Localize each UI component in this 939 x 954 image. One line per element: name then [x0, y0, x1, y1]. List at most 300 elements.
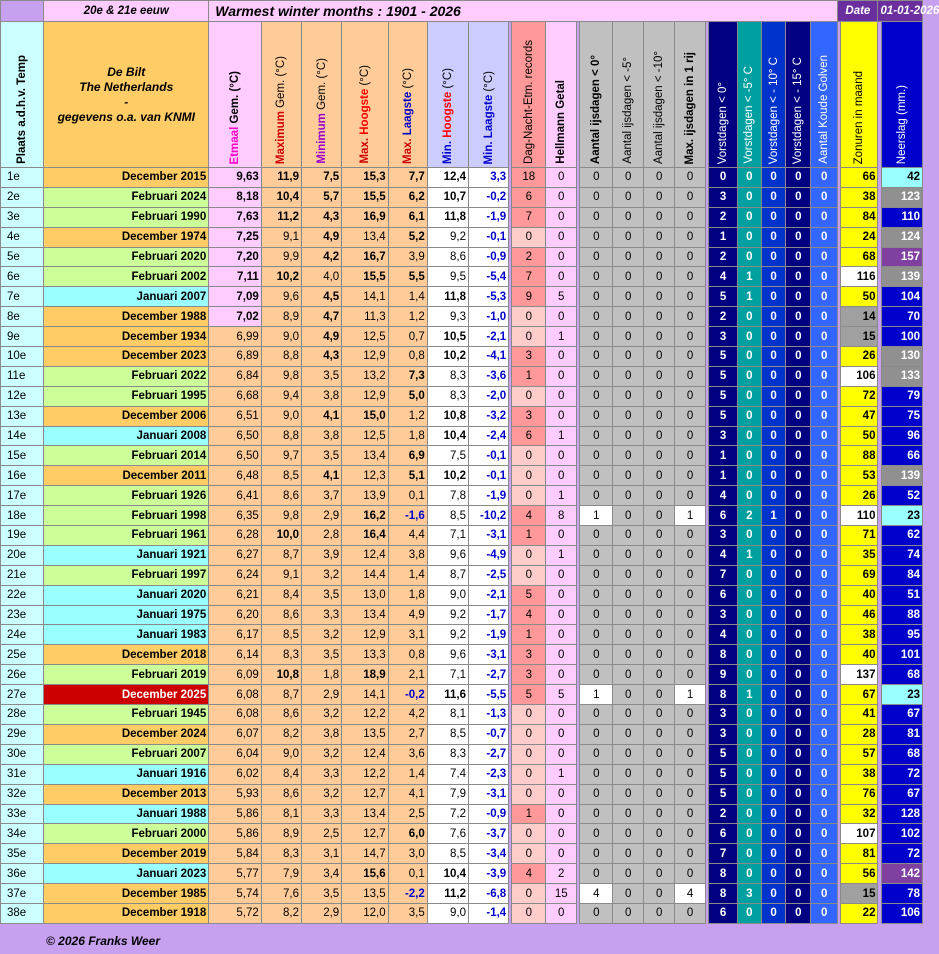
- cell-max-hoogste: 15,5: [342, 267, 388, 287]
- cell-zon: 24: [841, 227, 878, 247]
- cell-neerslag: 52: [881, 486, 922, 506]
- cell-neerslag: 51: [881, 585, 922, 605]
- cell-vorst10: 0: [761, 287, 786, 307]
- cell-vorst15: 0: [786, 744, 811, 764]
- cell-rank: 2e: [1, 187, 44, 207]
- cell-max-hoogste: 14,4: [342, 565, 388, 585]
- cell-vorst0: 2: [709, 804, 738, 824]
- cell-etmaal: 6,02: [209, 764, 262, 784]
- cell-koude: 0: [811, 406, 838, 426]
- cell-vorst15: 0: [786, 307, 811, 327]
- cell-min-laagste: -0,1: [469, 466, 509, 486]
- cell-month: Januari 2008: [44, 426, 209, 446]
- cell-hellmann: 0: [546, 526, 577, 546]
- cell-ijsrij: 0: [675, 327, 706, 347]
- cell-vorst0: 3: [709, 705, 738, 725]
- cell-vorst15: 0: [786, 884, 811, 904]
- cell-zon: 28: [841, 724, 878, 744]
- cell-hellmann: 0: [546, 168, 577, 188]
- cell-max-hoogste: 16,2: [342, 506, 388, 526]
- cell-etmaal: 6,08: [209, 685, 262, 705]
- cell-max-gem: 8,6: [261, 605, 301, 625]
- cell-zon: 56: [841, 864, 878, 884]
- cell-koude: 0: [811, 645, 838, 665]
- cell-vorst10: 0: [761, 724, 786, 744]
- cell-ijs0: 0: [580, 287, 613, 307]
- cell-max-laagste: 0,1: [388, 864, 427, 884]
- cell-vorst5: 0: [737, 386, 761, 406]
- cell-ijs5: 0: [613, 565, 644, 585]
- cell-ijsrij: 1: [675, 506, 706, 526]
- cell-ijsrij: 0: [675, 406, 706, 426]
- cell-month: Februari 2024: [44, 187, 209, 207]
- cell-ijs0: 1: [580, 685, 613, 705]
- cell-vorst10: 0: [761, 366, 786, 386]
- cell-vorst0: 5: [709, 287, 738, 307]
- cell-min-gem: 3,7: [302, 486, 342, 506]
- maximum-header: Maximum Gem. (°C): [261, 22, 301, 168]
- cell-neerslag: 68: [881, 665, 922, 685]
- cell-min-gem: 3,8: [302, 426, 342, 446]
- cell-records: 0: [512, 486, 546, 506]
- cell-ijs0: 0: [580, 406, 613, 426]
- cell-month: Februari 1995: [44, 386, 209, 406]
- cell-hellmann: 1: [546, 545, 577, 565]
- cell-month: December 1934: [44, 327, 209, 347]
- cell-max-laagste: 6,0: [388, 824, 427, 844]
- cell-ijs5: 0: [613, 685, 644, 705]
- cell-ijsrij: 0: [675, 665, 706, 685]
- cell-min-laagste: -3,1: [469, 645, 509, 665]
- cell-koude: 0: [811, 327, 838, 347]
- cell-max-hoogste: 16,4: [342, 526, 388, 546]
- cell-ijs10: 0: [644, 884, 675, 904]
- cell-max-hoogste: 15,6: [342, 864, 388, 884]
- cell-vorst0: 6: [709, 903, 738, 923]
- cell-max-gem: 8,8: [261, 426, 301, 446]
- table-row: [1, 764, 923, 784]
- cell-records: 4: [512, 605, 546, 625]
- cell-koude: 0: [811, 446, 838, 466]
- cell-vorst0: 5: [709, 406, 738, 426]
- cell-ijs0: 0: [580, 645, 613, 665]
- cell-max-hoogste: 13,5: [342, 884, 388, 904]
- cell-etmaal: 6,21: [209, 585, 262, 605]
- cell-etmaal: 5,84: [209, 844, 262, 864]
- cell-ijs0: 0: [580, 705, 613, 725]
- cell-hellmann: 0: [546, 645, 577, 665]
- cell-vorst10: 0: [761, 705, 786, 725]
- cell-zon: 106: [841, 366, 878, 386]
- cell-zon: 88: [841, 446, 878, 466]
- cell-min-gem: 2,9: [302, 903, 342, 923]
- cell-max-laagste: 1,4: [388, 565, 427, 585]
- cell-ijs10: 0: [644, 645, 675, 665]
- cell-min-laagste: -1,3: [469, 705, 509, 725]
- cell-ijs10: 0: [644, 446, 675, 466]
- cell-neerslag: 23: [881, 506, 922, 526]
- cell-vorst0: 4: [709, 625, 738, 645]
- cell-max-gem: 10,4: [261, 187, 301, 207]
- cell-ijs5: 0: [613, 884, 644, 904]
- cell-max-gem: 8,3: [261, 645, 301, 665]
- cell-vorst5: 0: [737, 764, 761, 784]
- zon-header: Zonuren in maand: [841, 22, 878, 168]
- cell-min-hoogste: 8,6: [427, 247, 468, 267]
- cell-rank: 38e: [1, 903, 44, 923]
- cell-vorst15: 0: [786, 665, 811, 685]
- cell-hellmann: 1: [546, 426, 577, 446]
- cell-hellmann: 5: [546, 287, 577, 307]
- cell-rank: 23e: [1, 605, 44, 625]
- cell-month: Januari 1916: [44, 764, 209, 784]
- cell-records: 3: [512, 406, 546, 426]
- cell-vorst5: 2: [737, 506, 761, 526]
- cell-ijsrij: 0: [675, 585, 706, 605]
- cell-vorst15: 0: [786, 247, 811, 267]
- cell-ijs5: 0: [613, 366, 644, 386]
- cell-max-hoogste: 12,9: [342, 625, 388, 645]
- cell-vorst5: 0: [737, 366, 761, 386]
- cell-vorst15: 0: [786, 207, 811, 227]
- cell-min-laagste: -1,0: [469, 307, 509, 327]
- cell-hellmann: 0: [546, 406, 577, 426]
- cell-vorst15: 0: [786, 864, 811, 884]
- cell-zon: 69: [841, 565, 878, 585]
- date-value: 01-01-2026: [878, 1, 923, 22]
- cell-ijs10: 0: [644, 824, 675, 844]
- cell-rank: 34e: [1, 824, 44, 844]
- cell-ijs0: 0: [580, 366, 613, 386]
- cell-hellmann: 0: [546, 347, 577, 367]
- cell-max-gem: 9,0: [261, 744, 301, 764]
- cell-month: December 1988: [44, 307, 209, 327]
- cell-records: 0: [512, 545, 546, 565]
- cell-ijs0: 0: [580, 665, 613, 685]
- cell-ijsrij: 4: [675, 884, 706, 904]
- cell-hellmann: 0: [546, 705, 577, 725]
- cell-max-gem: 8,6: [261, 784, 301, 804]
- cell-vorst10: 0: [761, 585, 786, 605]
- cell-min-hoogste: 9,0: [427, 585, 468, 605]
- cell-min-hoogste: 9,6: [427, 645, 468, 665]
- cell-ijsrij: 0: [675, 168, 706, 188]
- cell-vorst15: 0: [786, 366, 811, 386]
- cell-month: Januari 1975: [44, 605, 209, 625]
- cell-vorst10: 0: [761, 247, 786, 267]
- cell-neerslag: 96: [881, 426, 922, 446]
- cell-vorst10: 0: [761, 545, 786, 565]
- cell-ijs0: 0: [580, 844, 613, 864]
- cell-min-gem: 3,3: [302, 605, 342, 625]
- cell-ijs10: 0: [644, 585, 675, 605]
- cell-vorst0: 2: [709, 307, 738, 327]
- cell-vorst10: 1: [761, 506, 786, 526]
- cell-ijs10: 0: [644, 764, 675, 784]
- cell-max-gem: 8,2: [261, 724, 301, 744]
- cell-hellmann: 0: [546, 207, 577, 227]
- cell-vorst10: 0: [761, 565, 786, 585]
- cell-vorst5: 0: [737, 466, 761, 486]
- cell-min-hoogste: 9,2: [427, 227, 468, 247]
- cell-max-gem: 8,7: [261, 545, 301, 565]
- cell-neerslag: 23: [881, 685, 922, 705]
- cell-ijs10: 0: [644, 665, 675, 685]
- cell-vorst10: 0: [761, 744, 786, 764]
- cell-ijsrij: 0: [675, 705, 706, 725]
- cell-ijs10: 0: [644, 347, 675, 367]
- cell-vorst15: 0: [786, 705, 811, 725]
- cell-month: Februari 2019: [44, 665, 209, 685]
- cell-ijsrij: 1: [675, 685, 706, 705]
- place-info: De Bilt The Netherlands - gegevens o.a. van KNMI: [44, 22, 209, 168]
- cell-ijs5: 0: [613, 168, 644, 188]
- vorst10-header: Vorstdagen < - 10° C: [761, 22, 786, 168]
- cell-max-hoogste: 13,9: [342, 486, 388, 506]
- cell-ijs10: 0: [644, 705, 675, 725]
- cell-max-laagste: 1,8: [388, 585, 427, 605]
- cell-neerslag: 110: [881, 207, 922, 227]
- cell-month: December 2023: [44, 347, 209, 367]
- cell-vorst5: 0: [737, 605, 761, 625]
- cell-neerslag: 79: [881, 386, 922, 406]
- cell-ijs10: 0: [644, 307, 675, 327]
- cell-max-laagste: 2,5: [388, 804, 427, 824]
- table-row: [1, 744, 923, 764]
- cell-min-gem: 3,2: [302, 705, 342, 725]
- cell-ijs0: 0: [580, 187, 613, 207]
- date-label: Date: [838, 1, 878, 22]
- cell-ijs10: 0: [644, 267, 675, 287]
- cell-vorst15: 0: [786, 784, 811, 804]
- cell-min-laagste: -0,9: [469, 247, 509, 267]
- cell-ijsrij: 0: [675, 207, 706, 227]
- cell-zon: 32: [841, 804, 878, 824]
- cell-month: Februari 1961: [44, 526, 209, 546]
- cell-ijs0: 0: [580, 864, 613, 884]
- cell-ijsrij: 0: [675, 625, 706, 645]
- cell-ijs5: 0: [613, 625, 644, 645]
- cell-rank: 5e: [1, 247, 44, 267]
- cell-koude: 0: [811, 506, 838, 526]
- cell-ijs10: 0: [644, 864, 675, 884]
- cell-min-hoogste: 7,1: [427, 526, 468, 546]
- cell-hellmann: 8: [546, 506, 577, 526]
- cell-max-gem: 8,5: [261, 625, 301, 645]
- cell-hellmann: 0: [546, 724, 577, 744]
- cell-ijs5: 0: [613, 466, 644, 486]
- cell-min-hoogste: 7,4: [427, 764, 468, 784]
- cell-vorst0: 3: [709, 426, 738, 446]
- cell-hellmann: 0: [546, 903, 577, 923]
- cell-min-laagste: -3,1: [469, 784, 509, 804]
- cell-vorst10: 0: [761, 426, 786, 446]
- cell-neerslag: 67: [881, 784, 922, 804]
- cell-max-gem: 7,9: [261, 864, 301, 884]
- cell-koude: 0: [811, 824, 838, 844]
- cell-hellmann: 0: [546, 585, 577, 605]
- cell-ijs0: 0: [580, 744, 613, 764]
- cell-max-laagste: 3,9: [388, 247, 427, 267]
- cell-max-laagste: 2,1: [388, 665, 427, 685]
- cell-records: 7: [512, 207, 546, 227]
- cell-vorst0: 9: [709, 665, 738, 685]
- cell-min-laagste: -5,4: [469, 267, 509, 287]
- cell-month: December 2015: [44, 168, 209, 188]
- cell-month: December 1918: [44, 903, 209, 923]
- cell-koude: 0: [811, 287, 838, 307]
- vorst5-header: Vorstdagen < -5° C: [737, 22, 761, 168]
- cell-ijsrij: 0: [675, 645, 706, 665]
- cell-max-laagste: 6,2: [388, 187, 427, 207]
- cell-max-laagste: 0,8: [388, 645, 427, 665]
- cell-koude: 0: [811, 486, 838, 506]
- cell-ijsrij: 0: [675, 784, 706, 804]
- table-row: [1, 903, 923, 923]
- cell-vorst10: 0: [761, 804, 786, 824]
- cell-vorst10: 0: [761, 665, 786, 685]
- cell-zon: 15: [841, 884, 878, 904]
- cell-max-laagste: 0,8: [388, 347, 427, 367]
- cell-etmaal: 7,20: [209, 247, 262, 267]
- vorst15-header: Vorstdagen < - 15° C: [786, 22, 811, 168]
- cell-vorst0: 6: [709, 585, 738, 605]
- cell-ijs10: 0: [644, 466, 675, 486]
- cell-month: Februari 2007: [44, 744, 209, 764]
- cell-min-laagste: -0,2: [469, 187, 509, 207]
- cell-max-gem: 9,4: [261, 386, 301, 406]
- cell-rank: 8e: [1, 307, 44, 327]
- cell-etmaal: 6,07: [209, 724, 262, 744]
- cell-zon: 35: [841, 545, 878, 565]
- records-header: Dag-Nacht-Etm. records: [512, 22, 546, 168]
- cell-vorst10: 0: [761, 207, 786, 227]
- cell-max-hoogste: 13,4: [342, 804, 388, 824]
- cell-max-gem: 9,9: [261, 247, 301, 267]
- cell-records: 4: [512, 506, 546, 526]
- cell-ijsrij: 0: [675, 287, 706, 307]
- cell-hellmann: 0: [546, 466, 577, 486]
- cell-ijs10: 0: [644, 486, 675, 506]
- table-row: [1, 287, 923, 307]
- cell-month: December 2024: [44, 724, 209, 744]
- cell-min-gem: 5,7: [302, 187, 342, 207]
- cell-neerslag: 68: [881, 744, 922, 764]
- cell-koude: 0: [811, 605, 838, 625]
- cell-month: Februari 2014: [44, 446, 209, 466]
- cell-min-gem: 3,2: [302, 744, 342, 764]
- cell-min-laagste: -3,9: [469, 864, 509, 884]
- cell-max-laagste: -0,2: [388, 685, 427, 705]
- cell-min-gem: 3,1: [302, 844, 342, 864]
- cell-neerslag: 67: [881, 705, 922, 725]
- cell-zon: 107: [841, 824, 878, 844]
- cell-ijs0: 0: [580, 565, 613, 585]
- cell-zon: 26: [841, 347, 878, 367]
- cell-koude: 0: [811, 804, 838, 824]
- cell-ijs5: 0: [613, 406, 644, 426]
- cell-zon: 22: [841, 903, 878, 923]
- cell-ijs0: 0: [580, 247, 613, 267]
- cell-hellmann: 0: [546, 824, 577, 844]
- cell-min-gem: 3,5: [302, 585, 342, 605]
- cell-etmaal: 7,02: [209, 307, 262, 327]
- cell-etmaal: 6,24: [209, 565, 262, 585]
- cell-min-hoogste: 10,4: [427, 426, 468, 446]
- cell-zon: 71: [841, 526, 878, 546]
- cell-ijs5: 0: [613, 187, 644, 207]
- cell-ijs10: 0: [644, 625, 675, 645]
- cell-max-gem: 8,1: [261, 804, 301, 824]
- cell-neerslag: 75: [881, 406, 922, 426]
- cell-records: 0: [512, 724, 546, 744]
- cell-records: 0: [512, 744, 546, 764]
- cell-vorst5: 1: [737, 267, 761, 287]
- table-row: [1, 247, 923, 267]
- max-hoogste-header: Max. Hoogste (°C): [342, 22, 388, 168]
- cell-hellmann: 0: [546, 565, 577, 585]
- cell-hellmann: 1: [546, 486, 577, 506]
- cell-max-gem: 10,0: [261, 526, 301, 546]
- cell-min-gem: 3,8: [302, 724, 342, 744]
- cell-etmaal: 6,08: [209, 705, 262, 725]
- cell-max-gem: 8,3: [261, 844, 301, 864]
- cell-min-hoogste: 10,2: [427, 466, 468, 486]
- cell-vorst15: 0: [786, 645, 811, 665]
- cell-hellmann: 0: [546, 247, 577, 267]
- cell-min-laagste: -1,4: [469, 903, 509, 923]
- cell-min-laagste: -0,9: [469, 804, 509, 824]
- cell-max-laagste: 3,6: [388, 744, 427, 764]
- cell-ijs10: 0: [644, 406, 675, 426]
- cell-vorst10: 0: [761, 267, 786, 287]
- cell-vorst0: 5: [709, 347, 738, 367]
- cell-records: 6: [512, 187, 546, 207]
- cell-min-hoogste: 10,5: [427, 327, 468, 347]
- cell-vorst0: 4: [709, 486, 738, 506]
- cell-etmaal: 6,20: [209, 605, 262, 625]
- cell-max-hoogste: 18,9: [342, 665, 388, 685]
- max-laagste-header: Max. Laagste (°C): [388, 22, 427, 168]
- cell-ijsrij: 0: [675, 526, 706, 546]
- cell-vorst5: 0: [737, 724, 761, 744]
- cell-etmaal: 6,04: [209, 744, 262, 764]
- cell-vorst15: 0: [786, 685, 811, 705]
- cell-vorst0: 6: [709, 824, 738, 844]
- cell-max-hoogste: 12,7: [342, 784, 388, 804]
- cell-min-hoogste: 9,6: [427, 545, 468, 565]
- cell-vorst15: 0: [786, 287, 811, 307]
- cell-vorst15: 0: [786, 187, 811, 207]
- cell-vorst5: 1: [737, 545, 761, 565]
- cell-neerslag: 139: [881, 466, 922, 486]
- cell-vorst10: 0: [761, 884, 786, 904]
- cell-vorst10: 0: [761, 625, 786, 645]
- cell-max-gem: 11,9: [261, 168, 301, 188]
- cell-koude: 0: [811, 247, 838, 267]
- cell-ijs10: 0: [644, 207, 675, 227]
- cell-ijs0: 0: [580, 486, 613, 506]
- plaats-header: Plaats a.d.h.v. Temp: [1, 22, 44, 168]
- cell-ijsrij: 0: [675, 247, 706, 267]
- cell-max-gem: 8,4: [261, 764, 301, 784]
- cell-min-gem: 4,7: [302, 307, 342, 327]
- cell-ijs5: 0: [613, 446, 644, 466]
- cell-records: 4: [512, 864, 546, 884]
- cell-ijs0: 0: [580, 625, 613, 645]
- cell-min-gem: 3,3: [302, 804, 342, 824]
- cell-ijs0: 1: [580, 506, 613, 526]
